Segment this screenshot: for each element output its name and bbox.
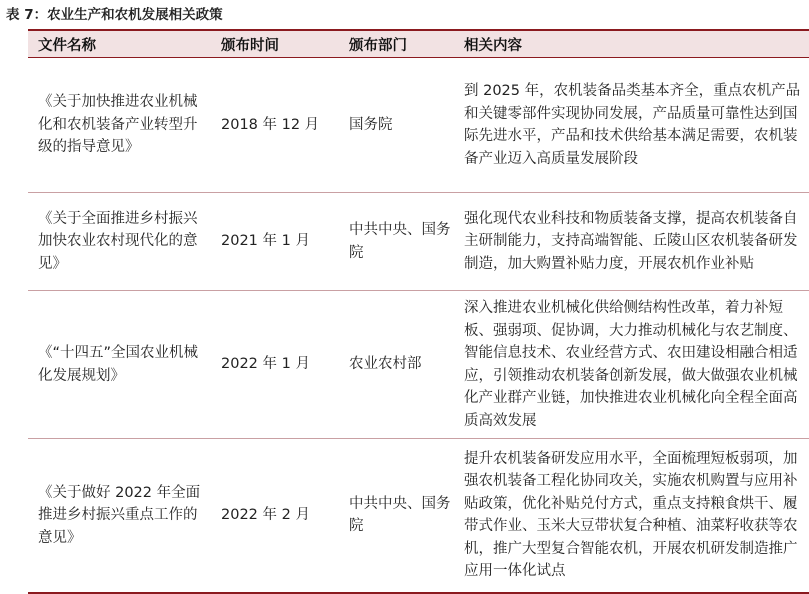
table-caption: 表 7：农业生产和农机发展相关政策 (6, 7, 223, 23)
cell-document-name: 《关于做好 2022 年全面推进乡村振兴重点工作的意见》 (28, 439, 211, 593)
header-document-name: 文件名称 (28, 30, 211, 58)
cell-issuing-department: 中共中央、国务院 (339, 193, 454, 291)
cell-document-name: 《关于全面推进乡村振兴加快农业农村现代化的意见》 (28, 193, 211, 291)
cell-issue-date: 2022 年 2 月 (211, 439, 339, 593)
table-row (28, 291, 809, 439)
header-related-content: 相关内容 (454, 30, 809, 58)
header-issue-date: 颁布时间 (211, 30, 339, 58)
table-row (28, 58, 809, 193)
cell-related-content: 提升农机装备研发应用水平，全面梳理短板弱项，加强农机装备工程化协同攻关，实施农机购置与应用补贴政策，优化补贴兑付方式，重点支持粮食烘干、履带式作业、玉米大豆带状复合种植、油菜籽收获等农机，推广大型复合智能农机，开展农机研发制造推广应用一体化试点 (454, 439, 809, 593)
header-issuing-department: 颁布部门 (339, 30, 454, 58)
table-row (28, 439, 809, 593)
cell-related-content: 深入推进农业机械化供给侧结构性改革，着力补短板、强弱项、促协调，大力推动机械化与农艺制度、智能信息技术、农业经营方式、农田建设相融合相适应，引领推动农机装备创新发展，做大做强农业机械化产业群产业链，加快推进农业机械化向全程全面高质高效发展 (454, 291, 809, 439)
cell-issuing-department: 农业农村部 (339, 291, 454, 439)
table-row (28, 193, 809, 291)
cell-issuing-department: 中共中央、国务院 (339, 439, 454, 593)
cell-related-content: 到 2025 年，农机装备品类基本齐全，重点农机产品和关键零部件实现协同发展，产品质量可靠性达到国际先进水平，产品和技术供给基本满足需要，农机装备产业迈入高质量发展阶段 (454, 58, 809, 193)
cell-issuing-department: 国务院 (339, 58, 454, 193)
cell-issue-date: 2018 年 12 月 (211, 58, 339, 193)
cell-issue-date: 2021 年 1 月 (211, 193, 339, 291)
policy-table (28, 29, 809, 594)
table-header-row (28, 30, 809, 58)
cell-document-name: 《“十四五”全国农业机械化发展规划》 (28, 291, 211, 439)
cell-issue-date: 2022 年 1 月 (211, 291, 339, 439)
cell-document-name: 《关于加快推进农业机械化和农机装备产业转型升级的指导意见》 (28, 58, 211, 193)
cell-related-content: 强化现代农业科技和物质装备支撑，提高农机装备自主研制能力，支持高端智能、丘陵山区农机装备研发制造，加大购置补贴力度，开展农机作业补贴 (454, 193, 809, 291)
